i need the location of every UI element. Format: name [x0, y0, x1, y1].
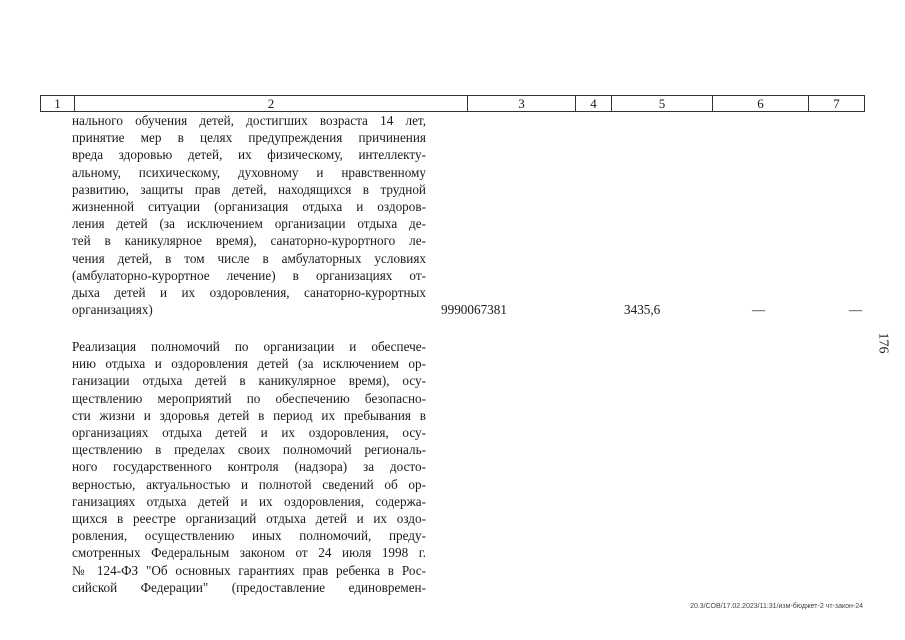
text-line: ганизациях отдыха детей и их оздоровления, содержа- [72, 493, 426, 509]
text-line: ления детей (за исключением организации отдыха де- [72, 216, 426, 232]
text-line: смотренных Федеральным законом от 24 июля 1998 г. [72, 545, 426, 561]
amount-value: 3435,6 [624, 302, 661, 317]
text-line: щихся в реестре организаций отдыха детей и их оздо- [72, 511, 426, 527]
text-line: дыха детей и их оздоровления, санаторно-курортных [72, 285, 426, 301]
text-line: ного государственного контроля (надзора) за досто- [72, 459, 426, 475]
text-line: нию отдыха и оздоровления детей (за исключением ор- [72, 356, 426, 372]
column-header-1: 1 [54, 96, 61, 111]
column-header-4: 4 [575, 96, 611, 111]
text-line: альному, психическому, духовному и нравственному [72, 164, 426, 180]
text-line: (амбулаторно-курортное лечение) в организациях от- [72, 267, 426, 283]
column-header-2: 2 [74, 96, 467, 111]
page-number: 176 [875, 332, 891, 354]
text-line: ганизации отдыха детей в каникулярное время), осу- [72, 373, 426, 389]
text-line: нального обучения детей, достигших возраста 14 лет, [72, 113, 426, 128]
row-description-1 [72, 112, 426, 318]
text-line: сти жизни и здоровья детей в период их пребывания в [72, 407, 426, 423]
column-header-3: 3 [467, 96, 575, 111]
col7-dash: — [849, 302, 863, 317]
col6-dash: — [752, 302, 766, 317]
column-header-5: 5 [611, 96, 712, 111]
text-line: организациях) [72, 302, 153, 318]
text-line: ществлению мероприятий по обеспечению безопасно- [72, 390, 426, 406]
table-header-row [40, 95, 865, 112]
text-line: ществлению в пределах своих полномочий региональ- [72, 442, 426, 458]
text-line: жизненной ситуации (организация отдыха и оздоров- [72, 199, 426, 215]
column-header-6: 6 [712, 96, 808, 111]
text-line: № 124-ФЗ "Об основных гарантиях прав ребенка в Рос- [72, 562, 426, 578]
text-line: сийской Федерации" (предоставление единовремен- [72, 579, 426, 595]
text-line: тей в каникулярное время), санаторно-курортного ле- [72, 233, 426, 249]
document-footer-stamp: 20.3/СОВ/17.02.2023/11:31/изм-бюджет-2 чт-закон-24 [690, 603, 863, 610]
text-line: вреда здоровью детей, их физическому, интеллекту- [72, 147, 426, 163]
text-line: чения детей, в том числе в амбулаторных условиях [72, 250, 426, 266]
text-line: верностью, актуальностью и полнотой сведений об ор- [72, 476, 426, 492]
text-line: принятие мер в целях предупреждения причинения [72, 130, 426, 146]
text-line: развитию, защиты прав детей, находящихся в трудной [72, 181, 426, 197]
text-line: организациях отдыха детей и их оздоровления, осу- [72, 425, 426, 441]
column-header-7: 7 [808, 96, 864, 111]
text-line: Реализация полномочий по организации и обеспече- [72, 339, 426, 354]
target-article-code: 9990067381 [441, 302, 507, 317]
row-description-2 [72, 338, 426, 596]
text-line: ровления, осуществлению иных полномочий, преду- [72, 528, 426, 544]
